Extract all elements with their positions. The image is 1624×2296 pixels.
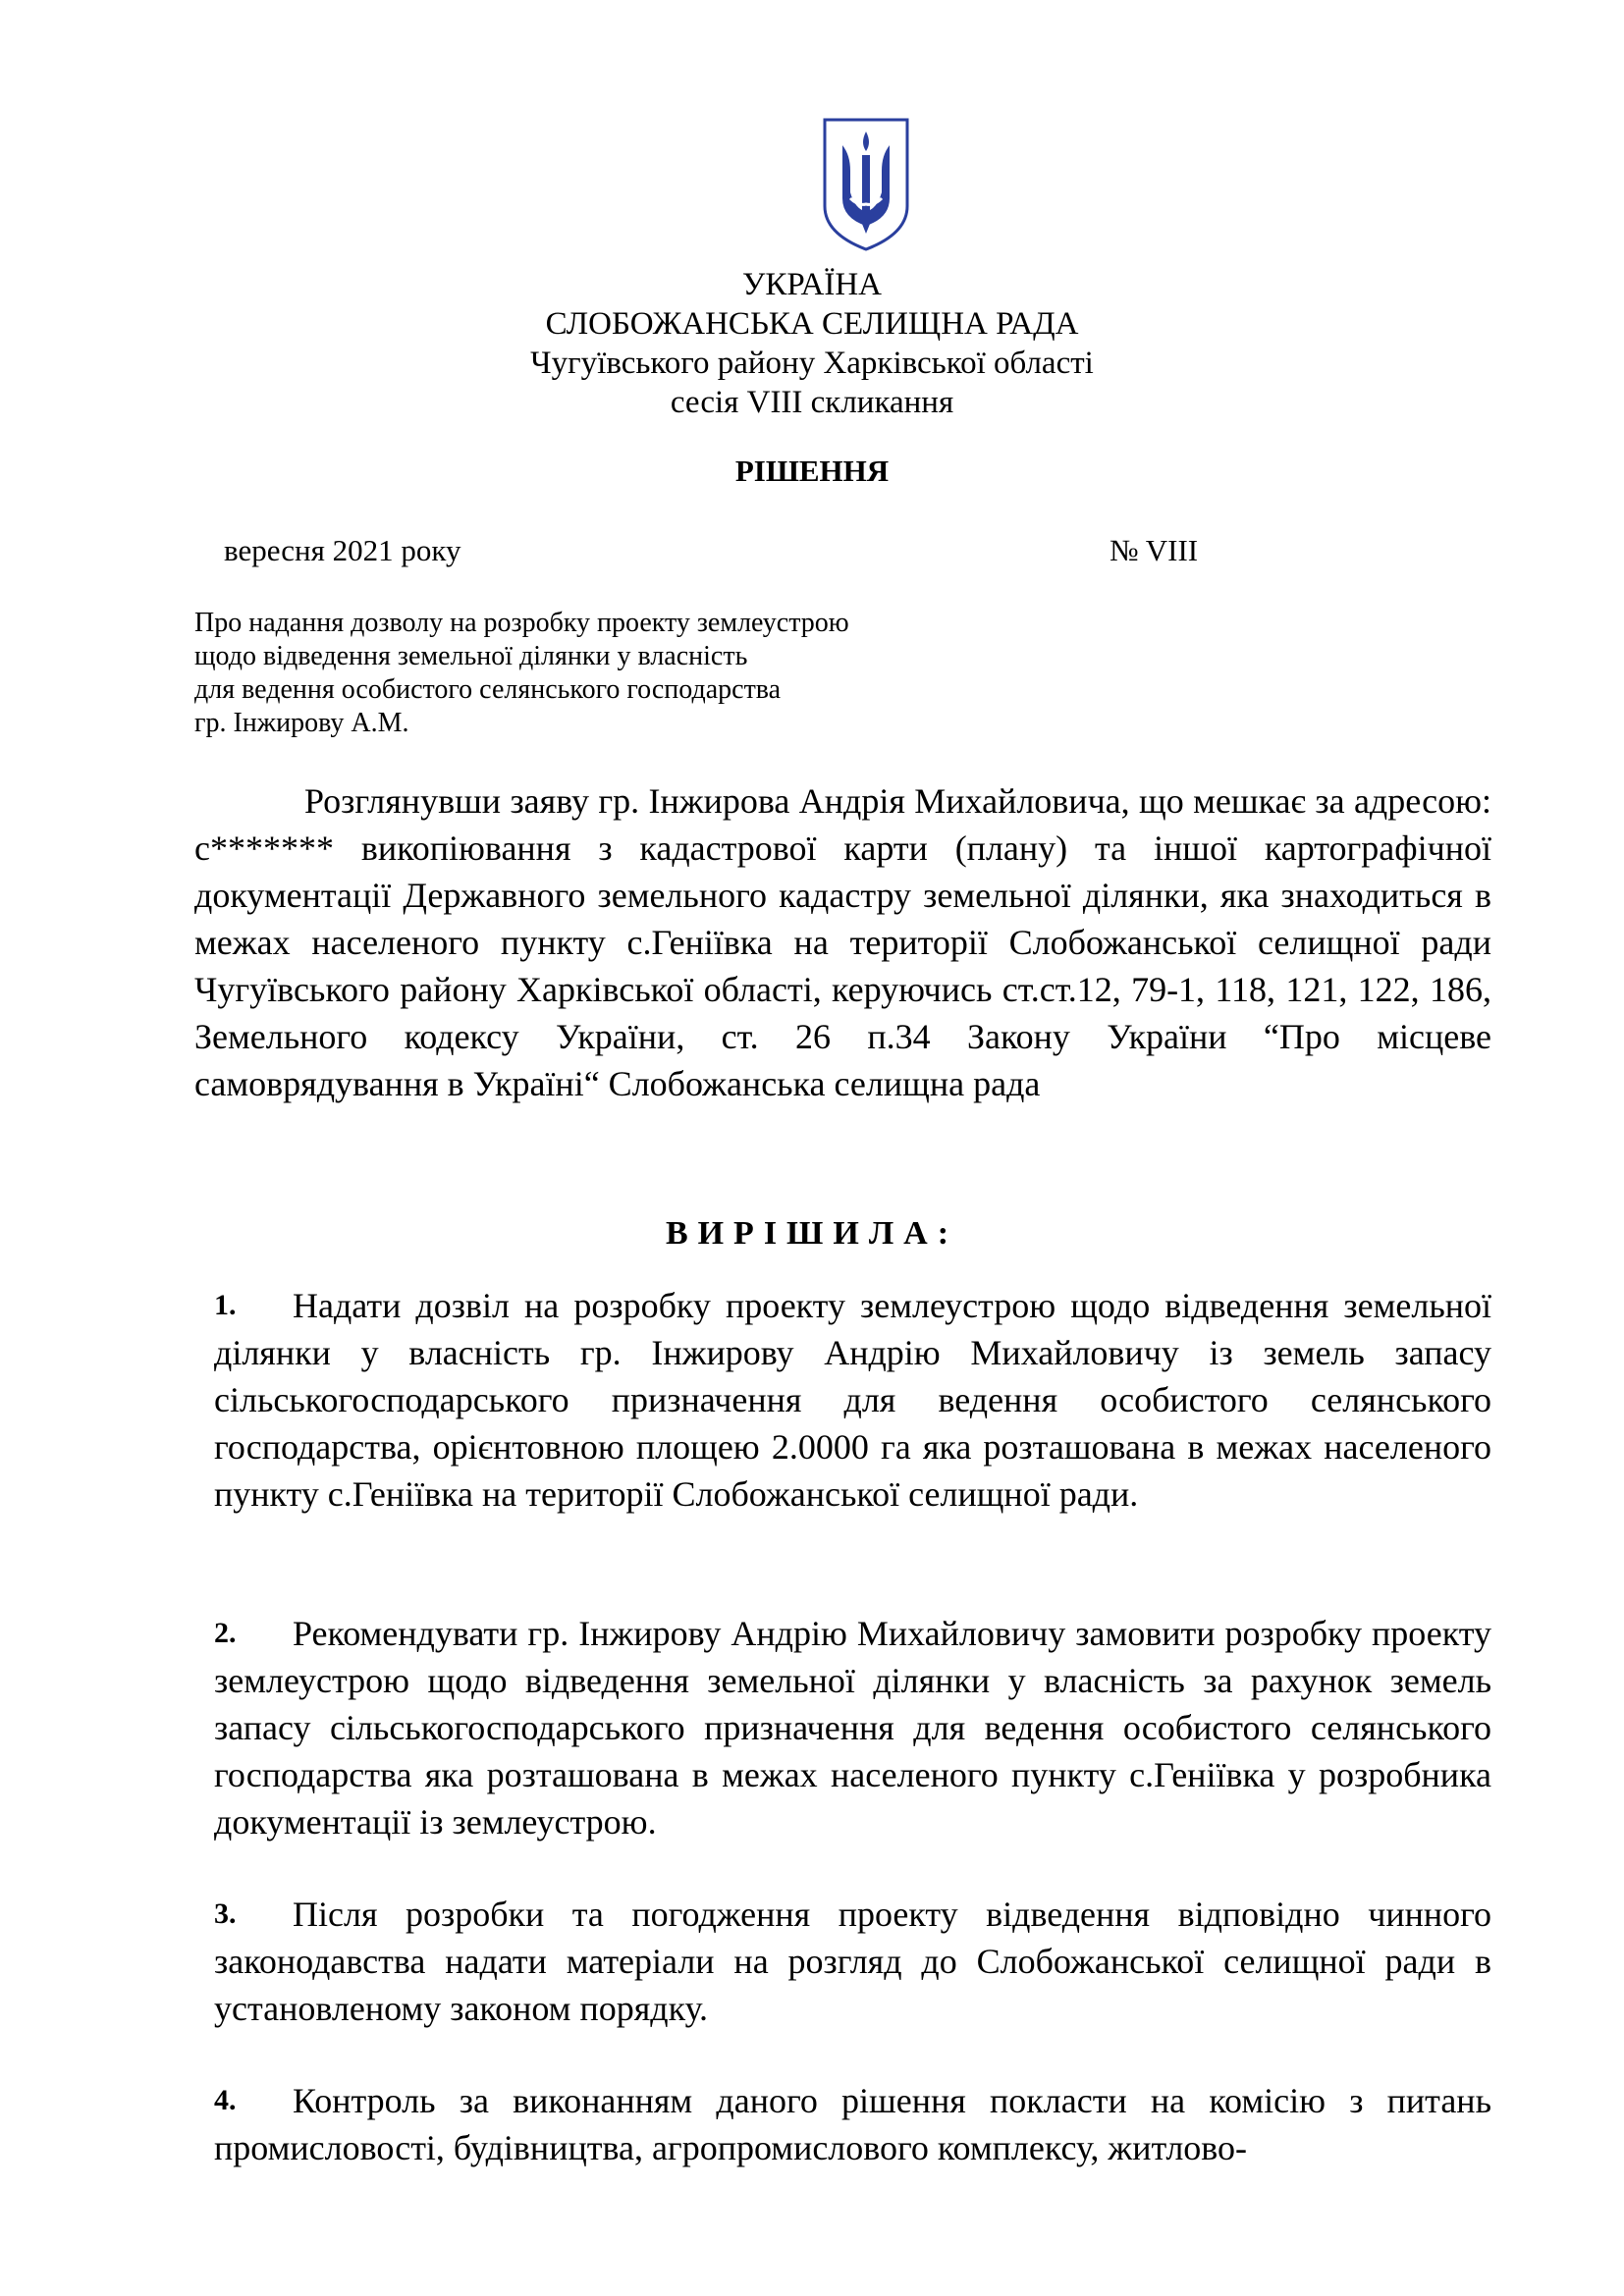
subject-line: гр. Інжирову А.М.	[194, 708, 409, 738]
subject-line: для ведення особистого селянського господарства	[194, 674, 782, 705]
decided-heading: ВИРІШИЛА:	[665, 1215, 959, 1252]
item-number: 1.	[214, 1289, 237, 1321]
document-header	[0, 265, 1624, 422]
decision-date: вересня 2021 року	[224, 533, 461, 567]
item-text: Надати дозвіл на розробку проекту землеустрою щодо відведення земельної ділянки у власність гр. Інжирову Андрію Михайловичу із земель запасу сільськогосподарського призначення для ведення особистого селянського господарства, орієнтовною площею 2.0000 га яка розташована в межах населеного пункту с.Геніївка на території Слобожанської селищної ради.	[214, 1286, 1491, 1514]
decision-item	[214, 1282, 1491, 1518]
document-title: РІШЕННЯ	[734, 454, 890, 488]
decision-item	[214, 1610, 1491, 1845]
item-number: 2.	[214, 1617, 237, 1649]
coat-of-arms-icon	[821, 116, 911, 253]
item-text: Після розробки та погодження проекту відведення відповідно чинного законодавства надати матеріали на розгляд до Слобожанської селищної ради в установленому законом порядку.	[214, 1895, 1491, 2028]
district-name: Чугуївського району Харківської області	[530, 346, 1094, 381]
item-text: Рекомендувати гр. Інжирову Андрію Михайловичу замовити розробку проекту землеустрою щодо відведення земельної ділянки у власність за рахунок земель запасу сільськогосподарського призначення для ведення особистого селянського господарства яка розташована в межах населеного пункту с.Геніївка у розробника документації із землеустрою.	[214, 1614, 1491, 1842]
item-number: 4.	[214, 2084, 237, 2116]
country-name: УКРАЇНА	[742, 267, 882, 302]
item-number: 3.	[214, 1897, 237, 1930]
subject-line: Про надання дозволу на розробку проекту землеустрою	[194, 608, 849, 638]
decision-item	[214, 1891, 1491, 2032]
council-name: СЛОБОЖАНСЬКА СЕЛИЩНА РАДА	[545, 306, 1079, 342]
item-text: Контроль за виконанням даного рішення покласти на комісію з питань промисловості, будівництва, агропромислового комплексу, житлово-	[214, 2081, 1491, 2167]
subject-line: щодо відведення земельної ділянки у власність	[194, 641, 748, 671]
decision-subject	[194, 607, 849, 740]
preamble-paragraph: Розглянувши заяву гр. Інжирова Андрія Михайловича, що мешкає за адресою: с******* викопіювання з кадастрової карти (плану) та іншої картографічної документації Державного земельного кадастру земельної ділянки, яка знаходиться в межах населеного пункту с.Геніївка на території Слобожанської селищної ради Чугуївського району Харківської області, керуючись ст.ст.12, 79-1, 118, 121, 122, 186, Земельного кодексу України, ст. 26 п.34 Закону України “Про місцеве самоврядування в Україні“ Слобожанська селищна рада	[194, 781, 1491, 1103]
session-name: сесія VIII скликання	[670, 385, 954, 420]
decision-number: № VIII	[1110, 533, 1199, 567]
decision-item	[214, 2077, 1491, 2171]
